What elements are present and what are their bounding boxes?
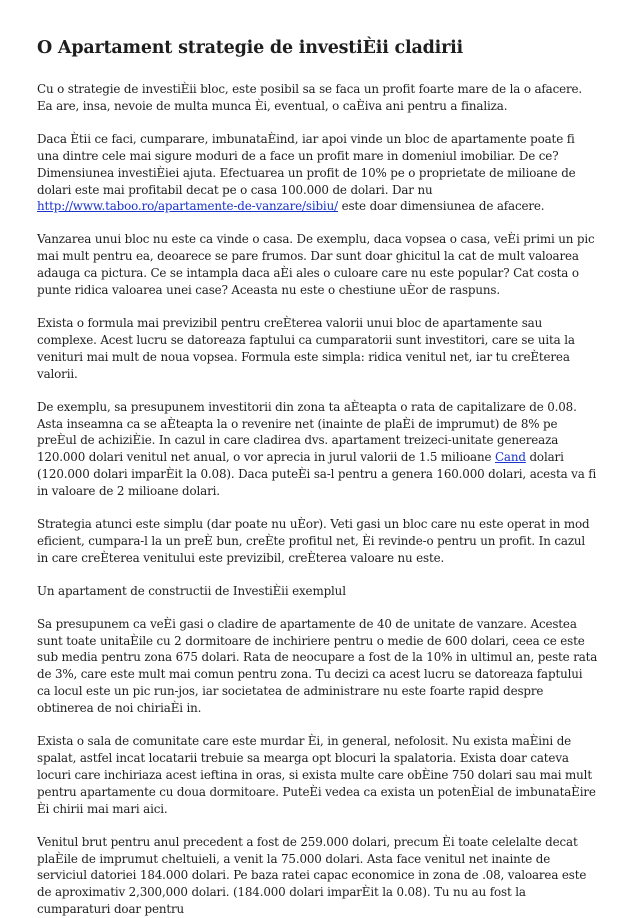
paragraph-text: Daca Ètii ce faci, cumparare, imbunataÈind, iar apoi vinde un bloc de apartamente poate fi una dintre cele mai sigure moduri de a face un profit mare in domeniul imobiliar. De ce? Dimensiunea investiÈiei ajuta. Efectuarea un profit de 10% pe o proprietate de milioane de dolari este mai profitabil decat pe o casa 100.000 de dolari. Dar nu — [37, 131, 576, 197]
paragraph-intro: Cu o strategie de investiÈii bloc, este posibil sa se faca un profit foarte mare de la o afacere. Ea are, insa, nevoie de multa munca Èi, eventual, o caÈiva ani pentru a finaliza. — [37, 82, 583, 113]
paragraph-strategy: Strategia atunci este simplu (dar poate nu uÈor). Veti gasi un bloc care nu este operat in mod eficient, cumpara-l la un preÈ bun, creÈte profitul net, Èi revinde-o pentru un profit. In cazul in care creÈterea venitului este previzibil, creÈterea valoare nu este. — [37, 517, 590, 565]
paragraph-community-room: Exista o sala de comunitate care este murdar Èi, in general, nefolosit. Nu exista maÈini de spalat, astfel incat locatarii trebuie sa mearga opt blocuri la spalatoria. Exista doar cateva locuri care inchiriaza acest ieftina in oras, si exista multe care obÈine 750 dolari sau mai mult pentru apartamente cu doua dormitoare. PuteÈi vedea ca exista un potenÈial de imbunataÈire Èi chirii mai mari aici. — [37, 734, 596, 816]
paragraph-text: este doar dimensiunea de afacere. — [337, 199, 545, 214]
paragraph-formula: Exista o formula mai previzibil pentru creÈterea valorii unui bloc de apartamente sau complexe. Acest lucru se datoreaza faptului ca cumparatorii sunt investitori, care se uita la venituri mai mult de noua vopsea. Formula este simpla: ridica venitul net, iar tu creÈterea valorii. — [37, 315, 575, 381]
paragraph-building-example: Sa presupunem ca veÈi gasi o cladire de apartamente de 40 de unitate de vanzare. Acestea sunt toate unitaÈile cu 2 dormitoare de inchiriere pentru o medie de 600 dolari, ceea ce este sub media pentru zona 675 dolari. Rata de neocupare a fost de la 10% in ultimul an, peste rata de 3%, care este mult mai comun pentru zona. Tu decizi ca acest lucru se datoreaza faptului ca locul este un pic run-jos, iar societatea de administrare nu este foarte rapid despre obtinerea de noi chiriaÈi in. — [37, 616, 598, 716]
document-title: O Apartament strategie de investiÈii cladirii — [37, 38, 463, 58]
paragraph-text: dolari (120.000 dolari imparÈit la 0.08). Daca puteÈi sa-l pentru a genera 160.000 dolari, acesta va fi in valoare de 2 milioane dolari. — [37, 450, 597, 499]
paragraph-gross-income: Venitul brut pentru anul precedent a fost de 259.000 dolari, precum Èi toate celelalte decat plaÈile de imprumut cheltuieli, a venit la 75.000 dolari. Asta face venitul net inainte de serviciul datoriei 184.000 dolari. Pe baza ratei capac economice in zona de .08, valoarea este de aproximativ 2,300,000 dolari. (184.000 dolari imparÈit la 0.08). Tu nu au fost la cumparaturi doar pentru — [37, 834, 587, 917]
cand-link[interactable]: Cand — [494, 450, 526, 465]
taboo-link[interactable]: http://www.taboo.ro/apartamente-de-vanzare/sibiu/ — [37, 199, 338, 214]
section-heading-example: Un apartament de constructii de InvestiÈii exemplul — [37, 583, 346, 598]
paragraph-why-apartments — [37, 131, 598, 216]
paragraph-selling-block: Vanzarea unui bloc nu este ca vinde o casa. De exemplu, daca vopsea o casa, veÈi primi un pic mai mult pentru ea, deoarece se pare frumos. Dar sunt doar ghicitul la cat de mult valoarea adauga ca pictura. Ce se intampla daca aÈi ales o culoare care nu este popular? Cat costa o punte ridica valoarea unei case? Aceasta nu este o chestiune uÈor de raspuns. — [37, 232, 595, 298]
paragraph-text: De exemplu, sa presupunem investitorii din zona ta aÈteapta o rata de capitalizare de 0.08. Asta inseamna ca se aÈteapta la o revenire net (inainte de plaÈi de imprumut) de 8% pe preÈul de achiziÈie. In cazul in care cladirea dvs. apartament treizeci-unitate genereaza 120.000 dolari venitul net anual, o vor aprecia in jurul valorii de 1.5 milioane — [37, 399, 577, 465]
paragraph-cap-rate-example — [37, 399, 598, 500]
